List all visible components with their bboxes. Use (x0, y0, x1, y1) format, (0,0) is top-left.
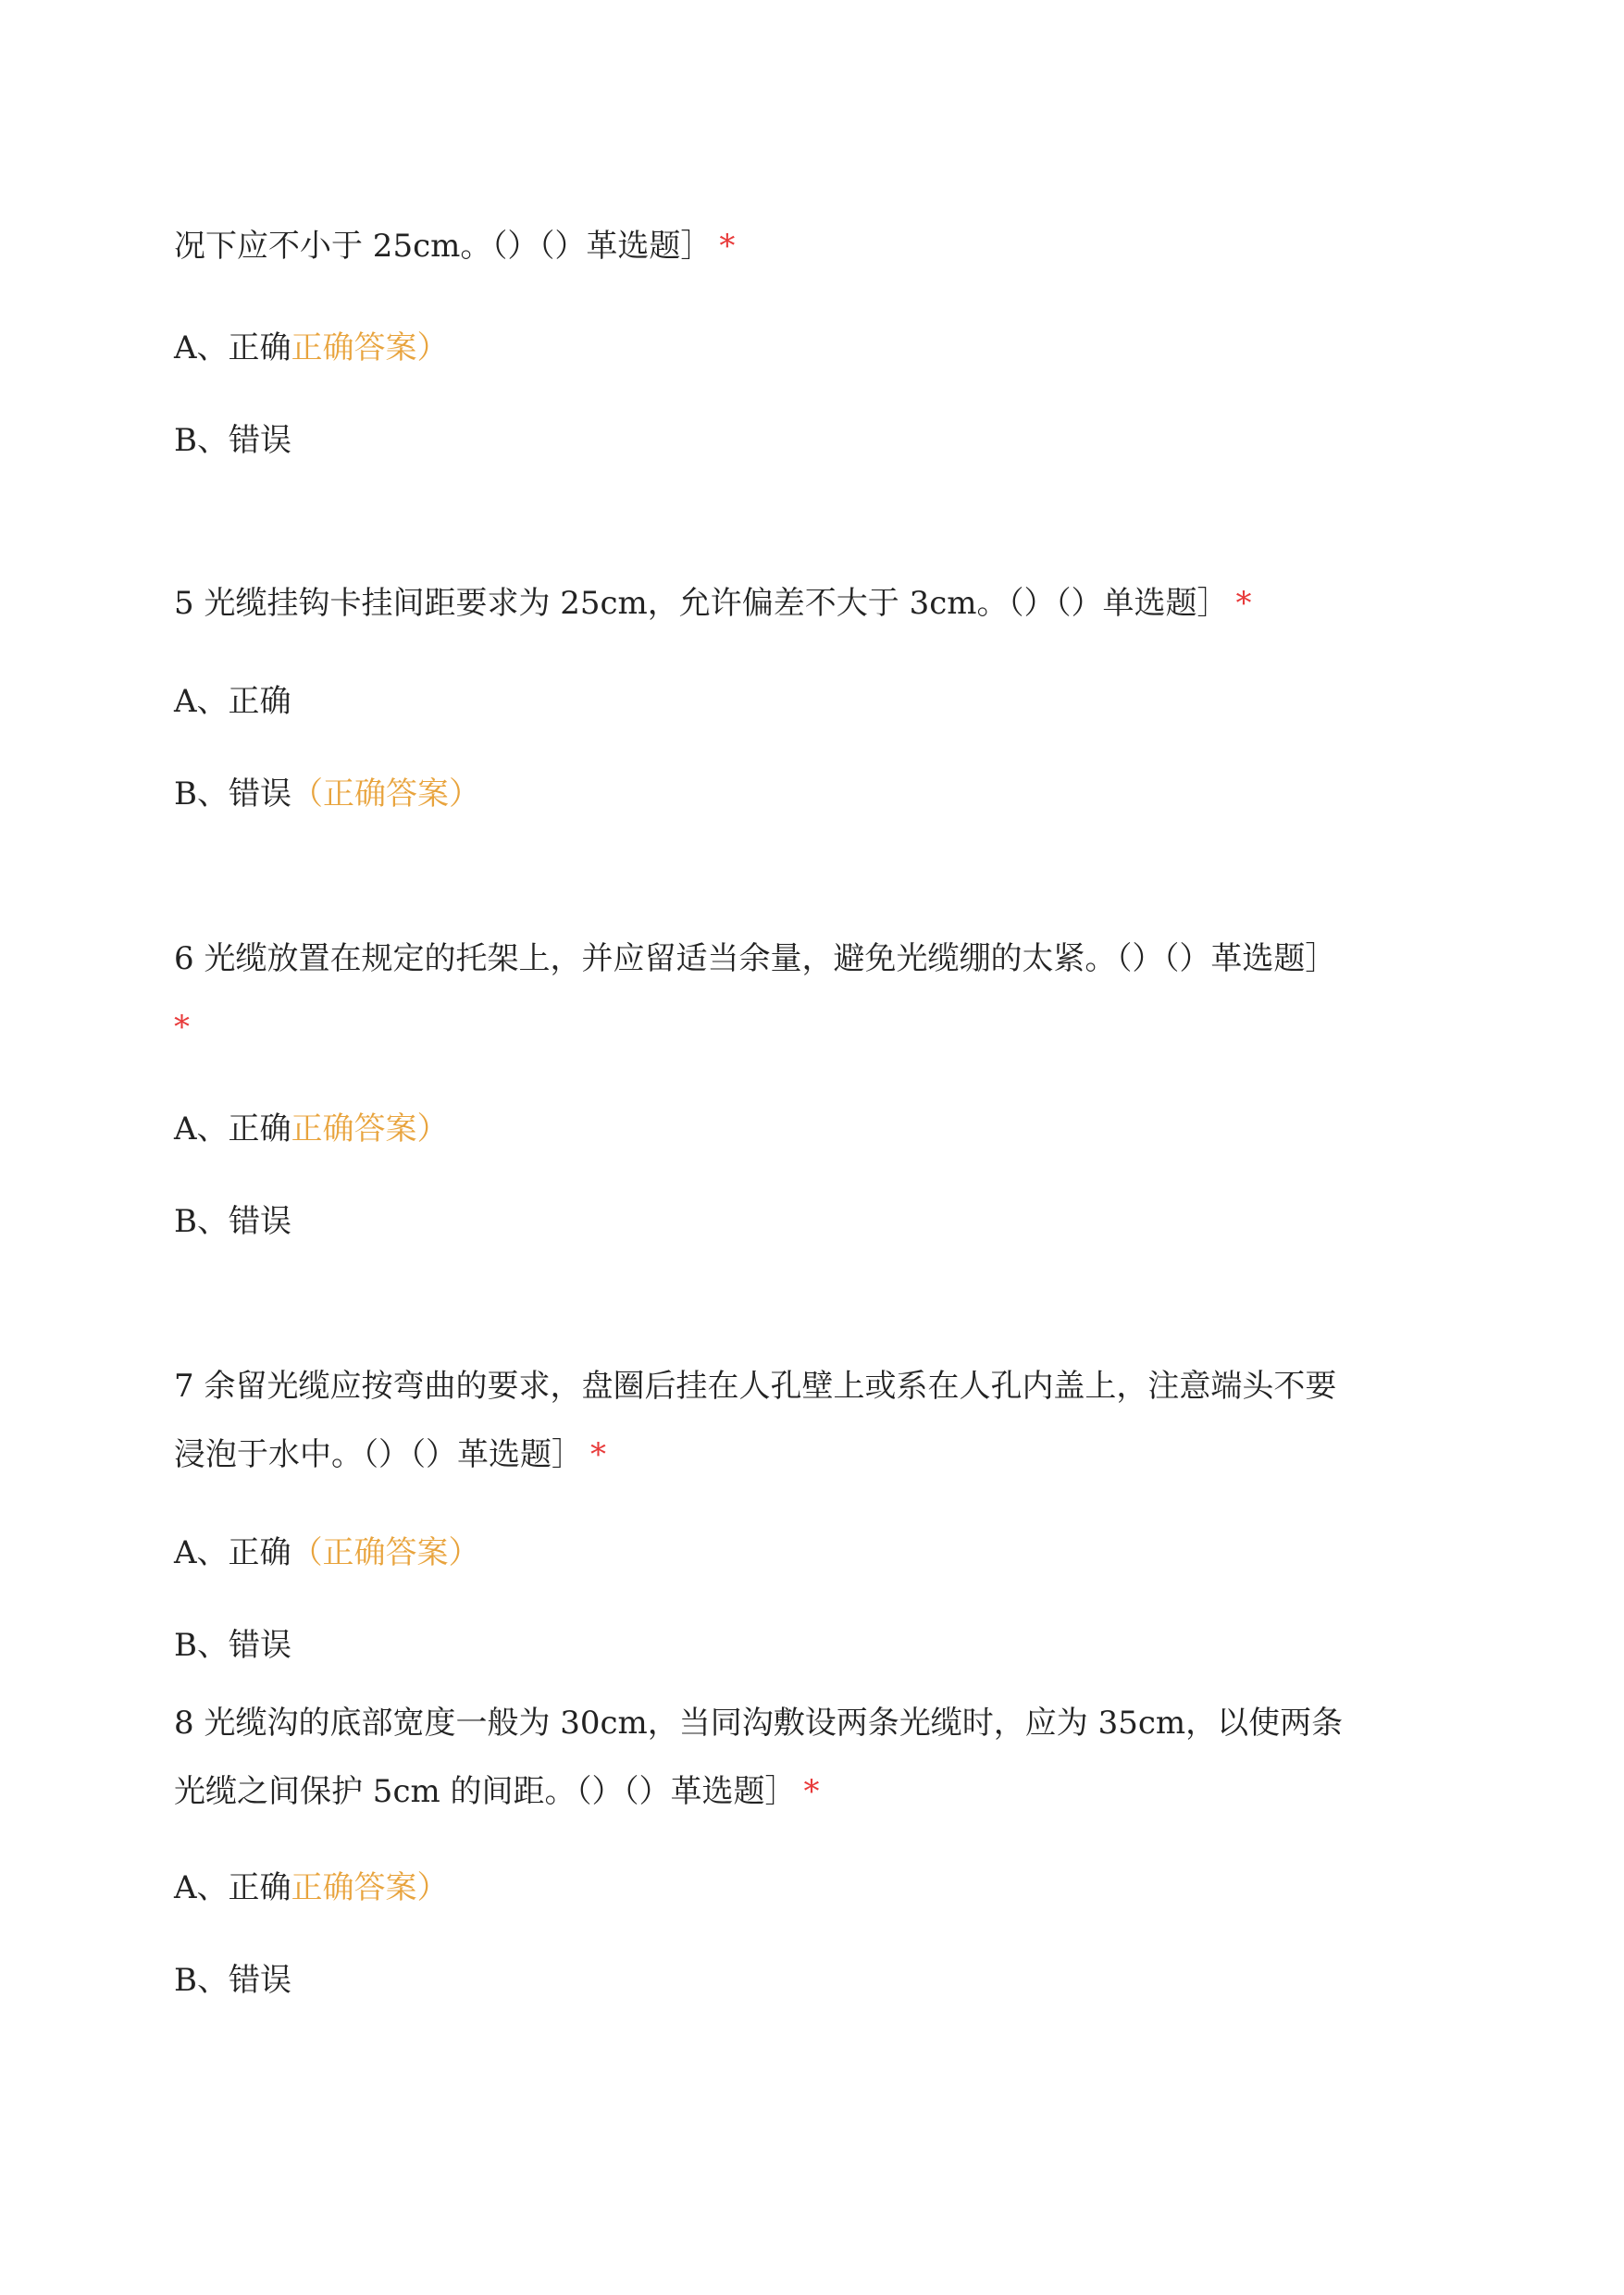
question-7-text-line1 (174, 1366, 1336, 1407)
correct-answer-mark: 正确答案） (291, 329, 449, 366)
question-5-option-a[interactable] (174, 681, 291, 722)
question-7-text-line2 (174, 1434, 606, 1475)
question-6-text (174, 938, 1336, 979)
correct-answer-mark: 正确答案） (291, 1869, 449, 1906)
question-8-option-b[interactable] (174, 1960, 291, 2001)
option-a-label: A、正确 (174, 683, 291, 720)
question-5-option-b[interactable] (174, 774, 480, 814)
question-8-stem: 8 光缆沟的底部宽度一般为 30cm，当同沟敷设两条光缆时，应为 35cm，以使两条 (174, 1705, 1344, 1742)
required-asterisk: * (590, 1436, 606, 1473)
required-asterisk: * (719, 228, 736, 265)
question-6-option-a[interactable] (174, 1109, 449, 1149)
question-8-stem-continued: 光缆之间保护 5cm 的间距。（）（）革选题］ (174, 1773, 797, 1810)
correct-answer-mark: （正确答案） (291, 775, 480, 813)
question-6-option-b[interactable] (174, 1201, 291, 1242)
question-6-stem: 6 光缆放置在规定的托架上，并应留适当余量，避免光缆绷的太紧。（）（）革选题］ (174, 940, 1337, 977)
required-asterisk: * (1235, 585, 1252, 622)
option-b-label: B、错误 (174, 422, 291, 459)
question-7-stem: 7 余留光缆应按弯曲的要求，盘圈后挂在人孔壁上或系在人孔内盖上，注意端头不要 (174, 1368, 1337, 1405)
option-b-label: B、错误 (174, 1962, 291, 1999)
question-8-option-a[interactable] (174, 1867, 449, 1908)
correct-answer-mark: （正确答案） (291, 1534, 480, 1571)
question-6-required (174, 1007, 190, 1048)
required-asterisk: * (174, 1009, 190, 1046)
question-5-text (174, 583, 1252, 624)
question-4-text (174, 226, 735, 267)
option-a-label: A、正确 (174, 329, 291, 366)
question-4-stem: 况下应不小于 25cm。（）（）革选题］ (174, 228, 713, 265)
question-7-option-b[interactable] (174, 1625, 291, 1666)
option-a-label: A、正确 (174, 1869, 291, 1906)
question-7-option-a[interactable] (174, 1532, 480, 1573)
correct-answer-mark: 正确答案） (291, 1110, 449, 1148)
question-4-option-b[interactable] (174, 420, 291, 461)
required-asterisk: * (803, 1773, 820, 1810)
option-b-label: B、错误 (174, 1627, 291, 1664)
option-b-label: B、错误 (174, 775, 291, 813)
question-5-stem: 5 光缆挂钩卡挂间距要求为 25cm，允许偏差不大于 3cm。（）（）单选题］ (174, 585, 1229, 622)
option-a-label: A、正确 (174, 1110, 291, 1148)
question-8-text-line1 (174, 1703, 1343, 1743)
option-a-label: A、正确 (174, 1534, 291, 1571)
question-7-stem-continued: 浸泡于水中。（）（）革选题］ (174, 1436, 583, 1473)
option-b-label: B、错误 (174, 1203, 291, 1240)
question-8-text-line2 (174, 1771, 820, 1812)
question-4-option-a[interactable] (174, 328, 449, 368)
